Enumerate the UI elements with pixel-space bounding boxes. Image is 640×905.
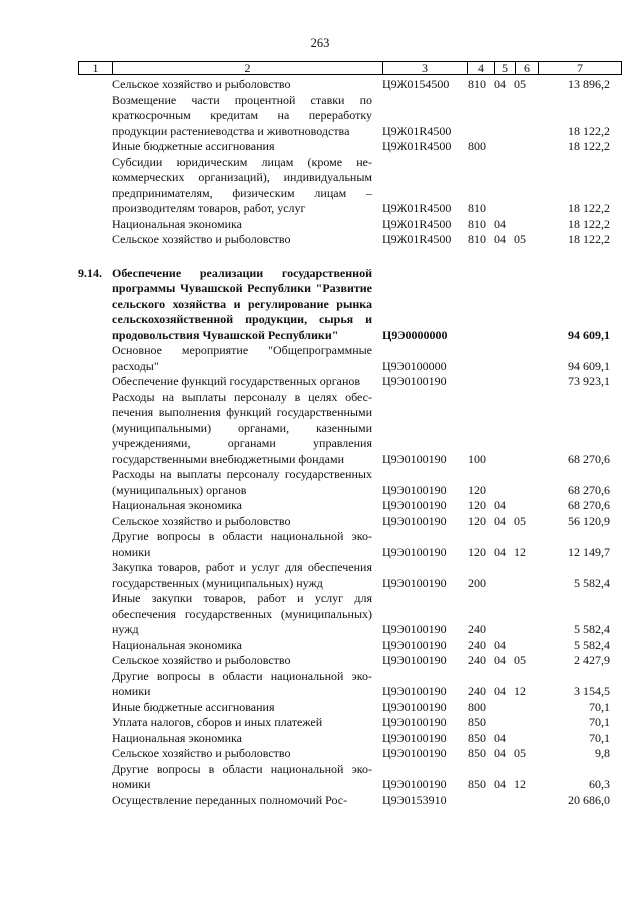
- row-target-code: Ц9Э0100190: [382, 684, 447, 698]
- table-row: [78, 155, 618, 217]
- row-amount: 60,3: [589, 777, 610, 791]
- row-amount: 68 270,6: [568, 482, 610, 497]
- header-col-6: 6: [516, 62, 539, 75]
- table-row: [78, 793, 618, 809]
- row-target-code: Ц9Э0100190: [382, 513, 447, 528]
- row-name: Субсидии юридическим лицам (кроме некоммерческих организаций), индивидуальным предпринимателям, физическим лицам – производителям товаров, работ, услуг: [112, 154, 372, 215]
- budget-table-body: [78, 77, 618, 808]
- row-expense-type: 120: [468, 498, 486, 512]
- row-target-code: Ц9Э0100190: [382, 730, 447, 745]
- row-target-code: Ц9Э0100190: [382, 374, 447, 388]
- row-section: 04: [494, 232, 506, 246]
- row-target-code: Ц9Э0100000: [382, 358, 447, 373]
- table-row: [78, 731, 618, 747]
- row-expense-type: 120: [468, 513, 486, 528]
- table-row: [78, 715, 618, 731]
- row-target-code: Ц9Э0100190: [382, 622, 447, 636]
- row-expense-type: 200: [468, 575, 486, 590]
- row-target-code: Ц9Ж01R4500: [382, 232, 452, 246]
- table-row: [78, 560, 618, 591]
- row-section: 04: [494, 746, 506, 760]
- row-section: 04: [494, 77, 506, 91]
- row-name: Другие вопросы в области национальной экономики: [112, 761, 372, 791]
- row-section: 04: [494, 216, 506, 231]
- row-amount: 18 122,2: [568, 232, 610, 246]
- row-target-code: Ц9Ж01R4500: [382, 216, 452, 231]
- row-name: Другие вопросы в области национальной экономики: [112, 668, 372, 698]
- row-subsection: 05: [514, 746, 526, 760]
- row-amount: 20 686,0: [568, 792, 610, 807]
- table-row: [78, 653, 618, 669]
- row-target-code: Ц9Ж0154500: [382, 77, 450, 91]
- row-target-code: Ц9Э0100190: [382, 777, 447, 791]
- table-row: [78, 498, 618, 514]
- row-name: Расходы на выплаты персоналу в целях обеспечения выполнения функций государственными (муниципальными) органами, казенными учреждениями, органами управления государственными внебюджетными фондами: [112, 389, 372, 466]
- row-section: 04: [494, 730, 506, 745]
- row-target-code: Ц9Э0100190: [382, 451, 447, 466]
- header-col-5: 5: [495, 62, 516, 75]
- header-col-7: 7: [539, 62, 622, 75]
- row-target-code: Ц9Э0100190: [382, 653, 447, 667]
- row-section: 04: [494, 684, 506, 698]
- table-row: [78, 514, 618, 530]
- row-amount: 94 609,1: [568, 327, 610, 342]
- row-name: Возмещение части процентной ставки по краткосрочным кредитам на переработку продукции растениеводства и животноводства: [112, 92, 372, 138]
- table-row: [78, 93, 618, 140]
- row-expense-type: 100: [468, 451, 486, 466]
- row-expense-type: 120: [468, 544, 486, 559]
- row-section: 04: [494, 513, 506, 528]
- table-row: [78, 77, 618, 93]
- row-amount: 18 122,2: [568, 201, 610, 215]
- header-col-4: 4: [468, 62, 495, 75]
- row-amount: 18 122,2: [568, 123, 610, 138]
- row-amount: 2 427,9: [574, 653, 610, 667]
- row-target-code: Ц9Э0153910: [382, 792, 447, 807]
- row-subsection: 12: [514, 684, 526, 698]
- row-section: 04: [494, 544, 506, 559]
- header-col-3: 3: [383, 62, 468, 75]
- row-name: Национальная экономика: [112, 637, 242, 652]
- row-target-code: Ц9Э0100190: [382, 637, 447, 652]
- table-row: [78, 139, 618, 155]
- row-expense-type: 800: [468, 699, 486, 714]
- row-name: Национальная экономика: [112, 216, 242, 231]
- row-target-code: Ц9Э0100190: [382, 498, 447, 512]
- row-amount: 5 582,4: [574, 637, 610, 652]
- row-subsection: 05: [514, 513, 526, 528]
- page-number: 263: [310, 36, 330, 50]
- row-amount: 9,8: [595, 746, 610, 760]
- table-row: [78, 529, 618, 560]
- row-name: Основное мероприятие "Общепрограммные расходы": [112, 343, 372, 373]
- row-amount: 18 122,2: [568, 139, 610, 153]
- row-amount: 68 270,6: [568, 498, 610, 512]
- row-name: Обеспечение функций государственных органов: [112, 374, 361, 388]
- row-amount: 70,1: [589, 715, 610, 729]
- row-subsection: 05: [514, 232, 526, 246]
- row-expense-type: 850: [468, 777, 486, 791]
- row-target-code: Ц9Э0100190: [382, 575, 447, 590]
- row-expense-type: 810: [468, 216, 486, 231]
- row-name: Сельское хозяйство и рыболовство: [112, 232, 291, 246]
- table-row: [78, 390, 618, 468]
- row-amount: 18 122,2: [568, 216, 610, 231]
- row-subsection: 12: [514, 544, 526, 559]
- row-expense-type: 810: [468, 77, 486, 91]
- row-target-code: Ц9Э0100190: [382, 699, 447, 714]
- table-row: [78, 700, 618, 716]
- row-amount: 70,1: [589, 699, 610, 714]
- row-amount: 3 154,5: [574, 684, 610, 698]
- table-row: [78, 638, 618, 654]
- table-row: [78, 746, 618, 762]
- row-expense-type: 850: [468, 730, 486, 745]
- row-expense-type: 810: [468, 201, 486, 215]
- row-name: Сельское хозяйство и рыболовство: [112, 653, 291, 667]
- row-expense-type: 240: [468, 637, 486, 652]
- row-name: Национальная экономика: [112, 730, 242, 745]
- row-section: 04: [494, 637, 506, 652]
- row-expense-type: 810: [468, 232, 486, 246]
- row-name: Иные закупки товаров, работ и услуг для обеспечения государственных (муниципальных) нужд: [112, 591, 372, 636]
- header-col-2: 2: [113, 62, 383, 75]
- row-expense-type: 850: [468, 715, 486, 729]
- table-row: [78, 669, 618, 700]
- row-target-code: Ц9Э0100190: [382, 746, 447, 760]
- row-name: Обеспечение реализации государственной программы Чувашской Республики "Развитие сельского хозяйства и регулирование рынка сельскохозяйственной продукции, сырья и продовольствия Чувашской Республики": [112, 265, 372, 342]
- table-row: [78, 232, 618, 248]
- row-name: Иные бюджетные ассигнования: [112, 139, 275, 153]
- row-expense-type: 240: [468, 653, 486, 667]
- row-section: 04: [494, 777, 506, 791]
- table-row: [78, 217, 618, 233]
- row-target-code: Ц9Ж01R4500: [382, 139, 452, 153]
- row-target-code: Ц9Э0000000: [382, 327, 448, 342]
- row-name: Уплата налогов, сборов и иных платежей: [112, 715, 323, 729]
- row-target-code: Ц9Э0100190: [382, 482, 447, 497]
- row-target-code: Ц9Э0100190: [382, 544, 447, 559]
- row-name: Сельское хозяйство и рыболовство: [112, 77, 291, 91]
- row-name: Сельское хозяйство и рыболовство: [112, 746, 291, 760]
- table-row: [78, 762, 618, 793]
- row-section-number: 9.14.: [78, 265, 102, 280]
- table-row: [78, 374, 618, 390]
- row-name: Расходы на выплаты персоналу государственных (муниципальных) органов: [112, 467, 372, 497]
- row-amount: 68 270,6: [568, 451, 610, 466]
- row-amount: 5 582,4: [574, 575, 610, 590]
- row-target-code: Ц9Ж01R4500: [382, 123, 452, 138]
- row-amount: 70,1: [589, 730, 610, 745]
- row-expense-type: 240: [468, 684, 486, 698]
- header-col-1: 1: [79, 62, 113, 75]
- row-target-code: Ц9Ж01R4500: [382, 201, 452, 215]
- row-name: Национальная экономика: [112, 498, 242, 512]
- row-amount: 13 896,2: [568, 77, 610, 91]
- row-name: Осуществление переданных полномочий Рос-: [112, 792, 348, 807]
- row-expense-type: 240: [468, 622, 486, 636]
- row-subsection: 05: [514, 77, 526, 91]
- row-expense-type: 850: [468, 746, 486, 760]
- row-section: 04: [494, 653, 506, 667]
- row-name: Сельское хозяйство и рыболовство: [112, 513, 291, 528]
- row-expense-type: 120: [468, 482, 486, 497]
- row-amount: 12 149,7: [568, 544, 610, 559]
- row-name: Другие вопросы в области национальной экономики: [112, 529, 372, 559]
- row-amount: 5 582,4: [574, 622, 610, 636]
- table-row: [78, 591, 618, 638]
- row-subsection: 05: [514, 653, 526, 667]
- row-amount: 94 609,1: [568, 358, 610, 373]
- table-row: [78, 343, 618, 374]
- row-section: 04: [494, 498, 506, 512]
- table-row: [78, 467, 618, 498]
- row-subsection: 12: [514, 777, 526, 791]
- row-name: Иные бюджетные ассигнования: [112, 699, 275, 714]
- row-name: Закупка товаров, работ и услуг для обеспечения государственных (муниципальных) нужд: [112, 560, 372, 590]
- row-amount: 56 120,9: [568, 513, 610, 528]
- row-amount: 73 923,1: [568, 374, 610, 388]
- table-header: [78, 61, 622, 75]
- table-row: [78, 266, 618, 344]
- row-target-code: Ц9Э0100190: [382, 715, 447, 729]
- row-expense-type: 800: [468, 139, 486, 153]
